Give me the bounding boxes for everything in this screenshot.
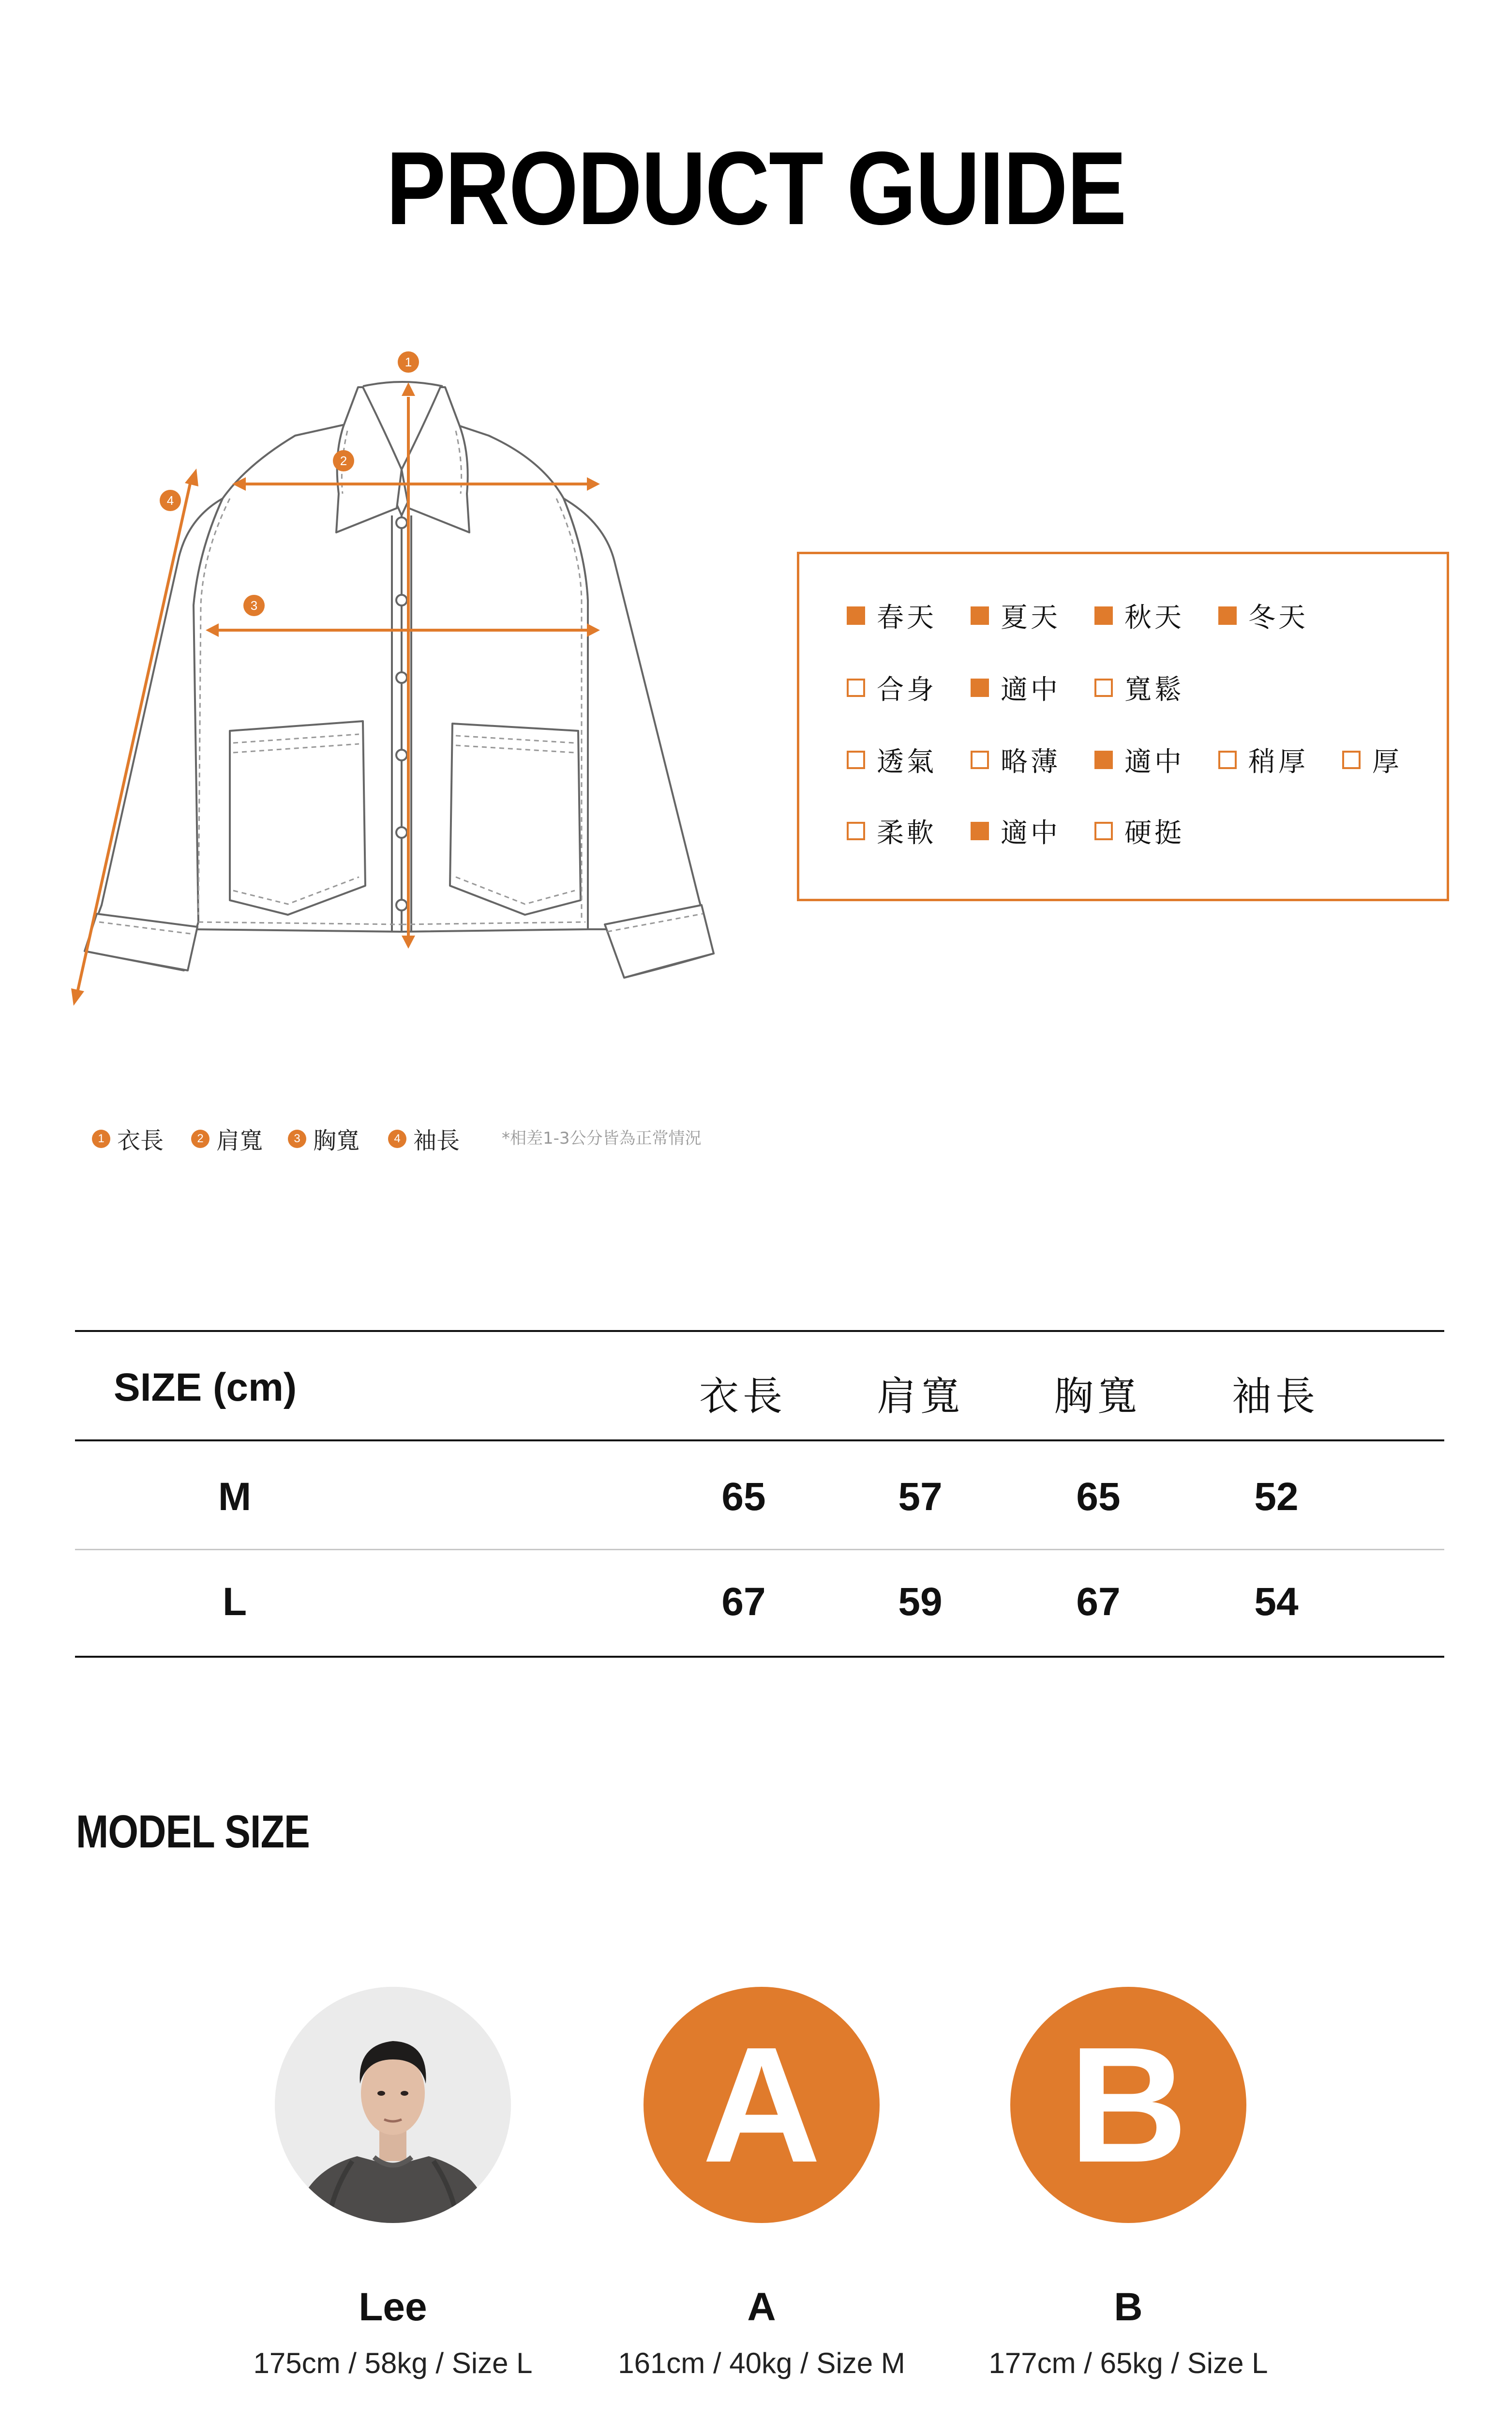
table-top-rule — [75, 1330, 1444, 1332]
checkbox-icon — [1218, 606, 1237, 625]
model-desc: 177cm / 65kg / Size L — [988, 2347, 1268, 2379]
attr-item: 適中 — [971, 668, 1061, 707]
model-photo — [275, 1987, 511, 2223]
table-cell: 67 — [1076, 1580, 1121, 1624]
attr-item: 硬挺 — [1094, 812, 1184, 850]
number-badge-icon: 1 — [92, 1130, 110, 1148]
checkbox-icon — [1094, 822, 1113, 840]
attr-item: 略薄 — [971, 741, 1061, 779]
checkbox-icon — [1342, 751, 1361, 769]
model-name: A — [747, 2285, 776, 2329]
checkbox-icon — [847, 822, 865, 840]
checkbox-icon — [847, 679, 865, 697]
checkbox-icon — [1094, 751, 1113, 769]
table-header-col: 肩寬 — [876, 1374, 964, 1420]
checkbox-icon — [971, 679, 989, 697]
legend-item: 1 衣長 — [92, 1122, 164, 1155]
legend-note: *相差1-3公分皆為正常情況 — [502, 1129, 702, 1148]
checkbox-icon — [1094, 679, 1113, 697]
avatar-letter: B — [1069, 2013, 1188, 2197]
marker-1: 1 — [404, 355, 412, 369]
checkbox-icon — [1218, 751, 1237, 769]
marker-4: 4 — [166, 493, 174, 508]
checkbox-icon — [971, 606, 989, 625]
table-header-size: SIZE (cm) — [114, 1365, 297, 1409]
marker-2: 2 — [340, 454, 347, 468]
number-badge-icon: 3 — [288, 1130, 306, 1148]
size-label: L — [222, 1580, 247, 1624]
table-header-col: 袖長 — [1231, 1374, 1319, 1420]
table-cell: 54 — [1254, 1580, 1299, 1624]
checkbox-icon — [971, 751, 989, 769]
model-name: B — [1114, 2285, 1143, 2329]
attr-item: 秋天 — [1094, 596, 1184, 635]
legend-item: 3 胸寬 — [288, 1122, 359, 1155]
size-label: M — [218, 1475, 252, 1519]
attr-item: 夏天 — [971, 596, 1061, 635]
attr-item: 柔軟 — [847, 812, 937, 850]
table-cell: 67 — [721, 1580, 766, 1624]
model-desc: 175cm / 58kg / Size L — [253, 2347, 533, 2379]
table-cell: 65 — [721, 1475, 766, 1519]
section-title: MODEL SIZE — [76, 1806, 310, 1858]
table-header-col: 胸寬 — [1053, 1374, 1141, 1420]
attr-item: 適中 — [1094, 741, 1184, 779]
checkbox-icon — [847, 606, 865, 625]
checkbox-icon — [971, 822, 989, 840]
table-header-rule — [75, 1439, 1444, 1441]
legend-item: 2 肩寬 — [191, 1122, 263, 1155]
model-name: Lee — [359, 2285, 427, 2329]
attr-item: 稍厚 — [1218, 741, 1308, 779]
table-cell: 57 — [898, 1475, 943, 1519]
table-cell: 52 — [1254, 1475, 1299, 1519]
legend-item: 4 袖長 — [388, 1122, 460, 1155]
attr-item: 透氣 — [847, 741, 937, 779]
avatar — [275, 1987, 511, 2223]
model-desc: 161cm / 40kg / Size M — [618, 2347, 905, 2379]
avatar — [644, 1987, 880, 2223]
attr-item: 冬天 — [1218, 596, 1308, 635]
avatar-letter: A — [702, 2013, 821, 2197]
number-badge-icon: 4 — [388, 1130, 406, 1148]
table-header-col: 衣長 — [699, 1374, 786, 1420]
attr-item: 寬鬆 — [1094, 668, 1184, 707]
checkbox-icon — [847, 751, 865, 769]
avatar — [1010, 1987, 1246, 2223]
table-row-divider — [75, 1549, 1444, 1550]
marker-3: 3 — [250, 598, 258, 613]
table-bottom-rule — [75, 1656, 1444, 1658]
checkbox-icon — [1094, 606, 1113, 625]
jacket-diagram — [63, 348, 764, 1055]
attr-item: 合身 — [847, 668, 937, 707]
attr-item: 適中 — [971, 812, 1061, 850]
attributes-box — [797, 552, 1449, 901]
attr-item: 春天 — [847, 596, 937, 635]
table-cell: 59 — [898, 1580, 943, 1624]
attr-item: 厚 — [1342, 741, 1402, 779]
table-cell: 65 — [1076, 1475, 1121, 1519]
page-title: PRODUCT GUIDE — [386, 130, 1126, 246]
number-badge-icon: 2 — [191, 1130, 210, 1148]
